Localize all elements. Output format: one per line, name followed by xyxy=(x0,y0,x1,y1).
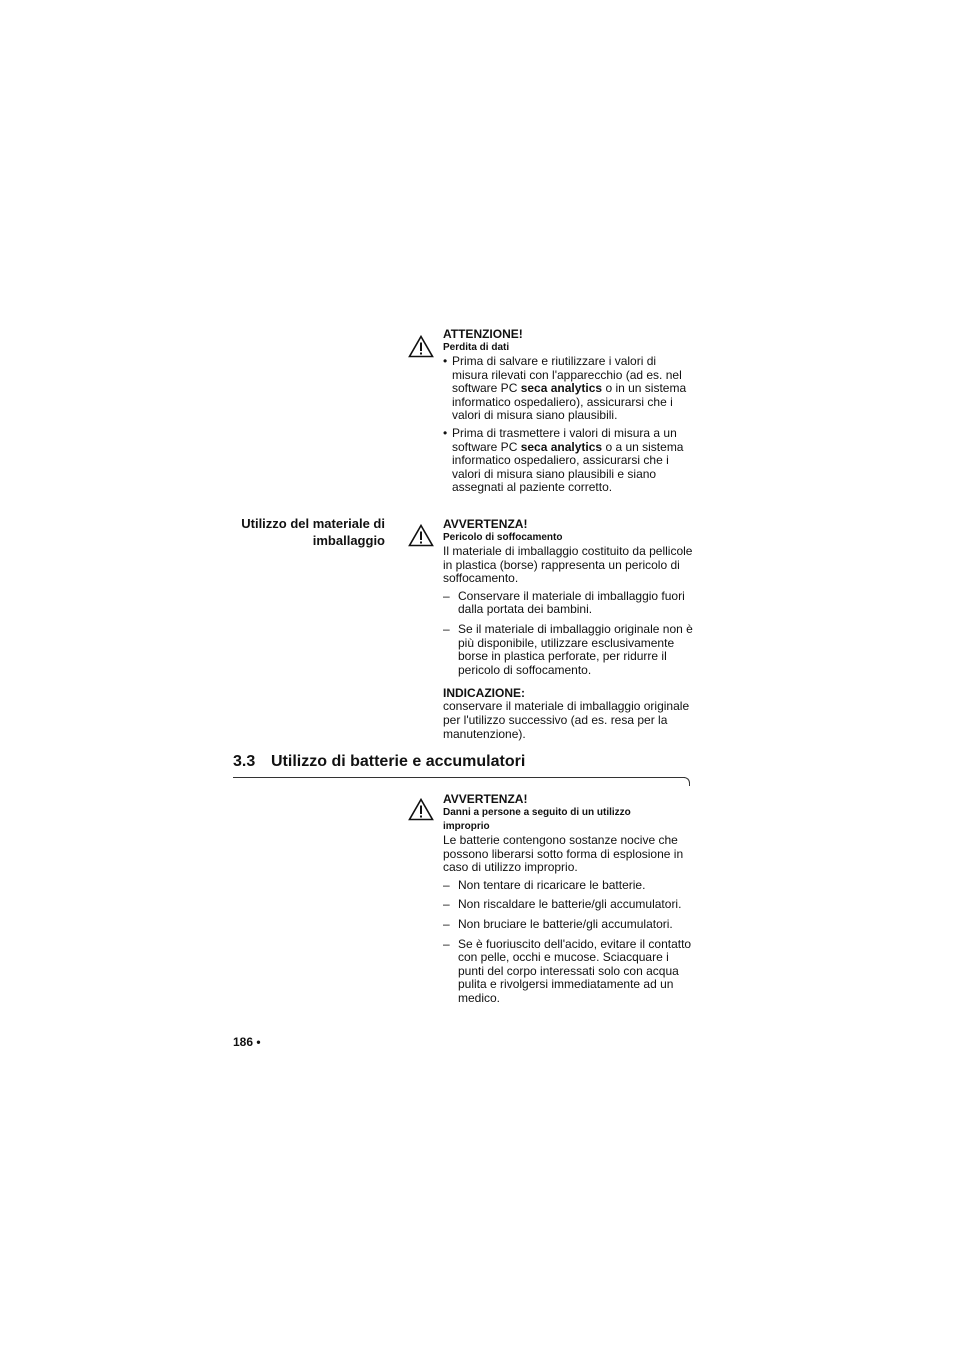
warning-triangle-icon xyxy=(408,524,434,547)
notice-title: ATTENZIONE! xyxy=(443,327,523,341)
section-title: Utilizzo di batterie e accumulatori xyxy=(271,753,526,770)
note-text: conservare il materiale di imballaggio originale per l'utilizzo successivo (ad es. resa per la manutenzione). xyxy=(443,699,690,741)
bullet-mark: • xyxy=(443,425,448,440)
dash-mark: – xyxy=(443,897,450,912)
packaging-warning xyxy=(443,517,693,741)
section-divider-cap xyxy=(684,777,690,786)
list-item-text: o a un sistema informatico ospedaliero, assicurarsi che i valori di misura siano plausibili e siano assegnati al paziente corretto. xyxy=(452,439,684,495)
dash-mark: – xyxy=(443,621,450,636)
list-item-text: Se è fuoriuscito dell'acido, evitare il contatto con pelle, occhi e mucose. Sciacquare i punti del corpo interessati solo con acqua pulita e rivolgersi immediatamente ad un medico. xyxy=(458,936,692,1005)
attenzione-notice xyxy=(443,327,693,499)
list-item-text: Conservare il materiale di imballaggio fuori dalla portata dei bambini. xyxy=(458,588,685,617)
note-title: INDICAZIONE: xyxy=(443,686,525,701)
list-item-text: Se il materiale di imballaggio originale non è più disponibile, utilizzare esclusivamente borse in plastica perforate, per ridurre il pericolo di soffocamento. xyxy=(458,621,693,677)
dash-mark: – xyxy=(443,916,450,931)
page-number: 186 • xyxy=(233,1035,261,1049)
notice-subtitle: Perdita di dati xyxy=(443,342,510,353)
side-heading: Utilizzo del materiale di imballaggio xyxy=(241,516,385,548)
warning-triangle-icon xyxy=(408,798,434,821)
dash-mark: – xyxy=(443,936,450,951)
list-item xyxy=(443,590,693,617)
list-item xyxy=(443,623,693,677)
notice-title: AVVERTENZA! xyxy=(443,792,528,806)
list-item xyxy=(443,938,693,1006)
list-item-text: Non riscaldare le batterie/gli accumulatori. xyxy=(458,897,682,912)
section-heading xyxy=(233,753,525,771)
notice-intro: Le batterie contengono sostanze nocive che possono liberarsi sotto forma di esplosione in caso di utilizzo improprio. xyxy=(443,833,684,875)
batteries-warning xyxy=(443,792,693,1012)
list-item xyxy=(443,427,691,495)
list-item xyxy=(443,355,691,423)
list-item xyxy=(443,898,693,912)
list-item-text: Non tentare di ricaricare le batterie. xyxy=(458,877,646,892)
notice-intro: Il materiale di imballaggio costituito da pellicole in plastica (borse) rappresenta un pericolo di soffocamento. xyxy=(443,544,693,586)
dash-mark: – xyxy=(443,877,450,892)
dash-list xyxy=(443,879,693,1006)
list-item-text: Prima di salvare e riutilizzare i valori di misura rilevati con l'apparecchio (ad es. nel software PC xyxy=(452,354,682,396)
dash-mark: – xyxy=(443,588,450,603)
section-number: 3.3 xyxy=(233,753,256,770)
bullet-mark: • xyxy=(443,354,448,368)
product-name: seca analytics xyxy=(520,439,603,454)
list-item-text: Non bruciare le batterie/gli accumulatori. xyxy=(458,916,673,931)
section-divider xyxy=(233,777,685,778)
list-item-text: Prima di trasmettere i valori di misura a un software PC xyxy=(452,425,677,454)
notice-title: AVVERTENZA! xyxy=(443,517,528,531)
list-item-text: o in un sistema informatico ospedaliero), assicurarsi che i valori di misura siano plausibili. xyxy=(452,381,687,423)
notice-subtitle: Danni a persone a seguito di un utilizzo improprio xyxy=(443,807,631,832)
dash-list xyxy=(443,590,693,678)
notice-subtitle: Pericolo di soffocamento xyxy=(443,532,563,543)
warning-triangle-icon xyxy=(408,335,434,358)
list-item xyxy=(443,879,693,893)
list-item xyxy=(443,918,693,932)
product-name: seca analytics xyxy=(520,381,603,396)
bullet-list xyxy=(443,355,691,495)
